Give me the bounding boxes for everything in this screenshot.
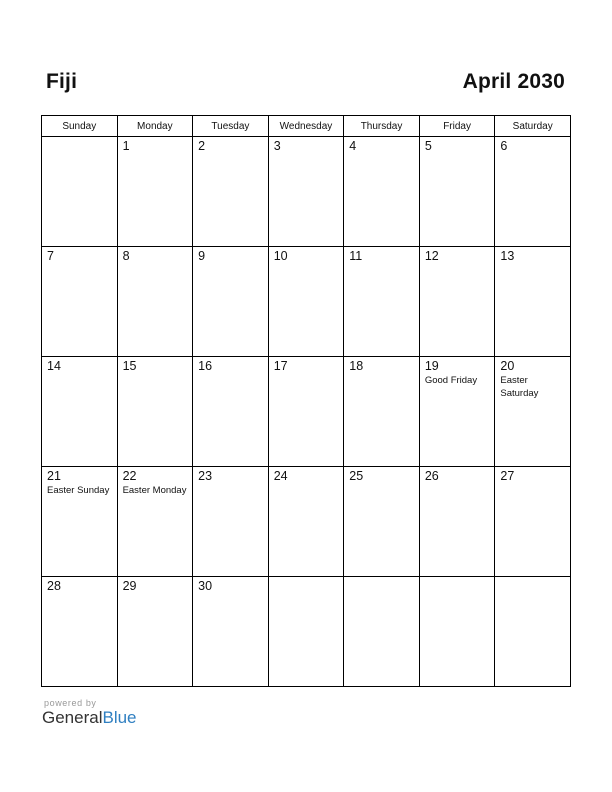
day-number: 10 <box>273 249 288 263</box>
day-cell <box>344 247 420 357</box>
day-cell <box>42 357 118 467</box>
day-number: 17 <box>273 359 288 373</box>
day-number: 29 <box>122 579 137 593</box>
day-cell <box>344 467 420 577</box>
day-number: 4 <box>349 139 357 153</box>
day-number: 1 <box>122 139 130 153</box>
day-cell <box>268 467 344 577</box>
day-number: 2 <box>198 139 206 153</box>
footer-branding <box>42 698 137 728</box>
day-number: 23 <box>198 469 213 483</box>
day-cell <box>193 357 269 467</box>
day-number: 26 <box>424 469 439 483</box>
day-number: 14 <box>47 359 61 373</box>
holiday-label: Easter Saturday <box>500 375 539 399</box>
calendar-grid <box>41 115 571 687</box>
day-cell <box>495 577 571 687</box>
day-cell <box>42 467 118 577</box>
weekday-wednesday: Wednesday <box>268 116 344 137</box>
day-cell <box>42 137 118 247</box>
day-cell <box>495 137 571 247</box>
generalblue-logo[interactable] <box>42 708 137 728</box>
day-number: 20 <box>500 359 515 373</box>
brand-general: General <box>42 708 103 727</box>
day-number: 7 <box>47 249 54 263</box>
day-cell <box>117 137 193 247</box>
day-cell <box>42 577 118 687</box>
day-cell <box>495 247 571 357</box>
powered-by-text: powered by <box>44 698 97 708</box>
day-number <box>42 137 117 139</box>
country-title: Fiji <box>46 70 78 93</box>
day-cell <box>419 247 495 357</box>
day-number <box>344 577 419 579</box>
day-number: 12 <box>424 249 439 263</box>
day-cell <box>495 467 571 577</box>
weekday-sunday: Sunday <box>42 116 118 137</box>
day-number: 24 <box>273 469 288 483</box>
day-number <box>269 577 344 579</box>
week-row <box>42 357 571 467</box>
day-cell <box>344 357 420 467</box>
day-cell <box>42 247 118 357</box>
day-cell <box>419 467 495 577</box>
day-number: 3 <box>273 139 281 153</box>
day-number: 5 <box>424 139 432 153</box>
day-number: 30 <box>198 579 213 593</box>
weekday-tuesday: Tuesday <box>193 116 269 137</box>
day-cell <box>193 247 269 357</box>
day-cell <box>419 357 495 467</box>
day-cell <box>193 467 269 577</box>
day-number: 18 <box>349 359 364 373</box>
day-number: 28 <box>47 579 61 593</box>
holiday-label: Easter Sunday <box>47 485 110 496</box>
day-number: 27 <box>500 469 515 483</box>
weekday-saturday: Saturday <box>495 116 571 137</box>
day-cell <box>117 247 193 357</box>
day-cell <box>495 357 571 467</box>
day-number: 19 <box>424 359 439 373</box>
week-row <box>42 577 571 687</box>
month-year-title: April 2030 <box>462 70 565 93</box>
day-number <box>495 577 570 579</box>
day-cell <box>193 137 269 247</box>
day-cell <box>419 577 495 687</box>
day-number <box>420 577 495 579</box>
day-cell <box>117 577 193 687</box>
day-number: 25 <box>349 469 364 483</box>
day-number: 6 <box>500 139 508 153</box>
day-cell <box>268 247 344 357</box>
weekday-header-row <box>42 116 571 137</box>
week-row <box>42 247 571 357</box>
week-row <box>42 467 571 577</box>
day-number: 16 <box>198 359 213 373</box>
day-cell <box>268 357 344 467</box>
day-cell <box>419 137 495 247</box>
day-cell <box>344 577 420 687</box>
day-cell <box>268 577 344 687</box>
weekday-thursday: Thursday <box>344 116 420 137</box>
day-number: 8 <box>122 249 130 263</box>
day-cell <box>117 357 193 467</box>
weekday-friday: Friday <box>419 116 495 137</box>
day-cell <box>344 137 420 247</box>
day-number: 21 <box>47 469 61 483</box>
day-cell <box>117 467 193 577</box>
day-number: 11 <box>349 249 363 263</box>
holiday-label: Good Friday <box>424 375 478 386</box>
day-cell <box>193 577 269 687</box>
day-number: 22 <box>122 469 137 483</box>
day-number: 13 <box>500 249 515 263</box>
day-cell <box>268 137 344 247</box>
day-number: 9 <box>198 249 206 263</box>
day-number: 15 <box>122 359 137 373</box>
weekday-monday: Monday <box>117 116 193 137</box>
brand-blue: Blue <box>102 708 137 727</box>
week-row <box>42 137 571 247</box>
holiday-label: Easter Monday <box>122 485 187 496</box>
